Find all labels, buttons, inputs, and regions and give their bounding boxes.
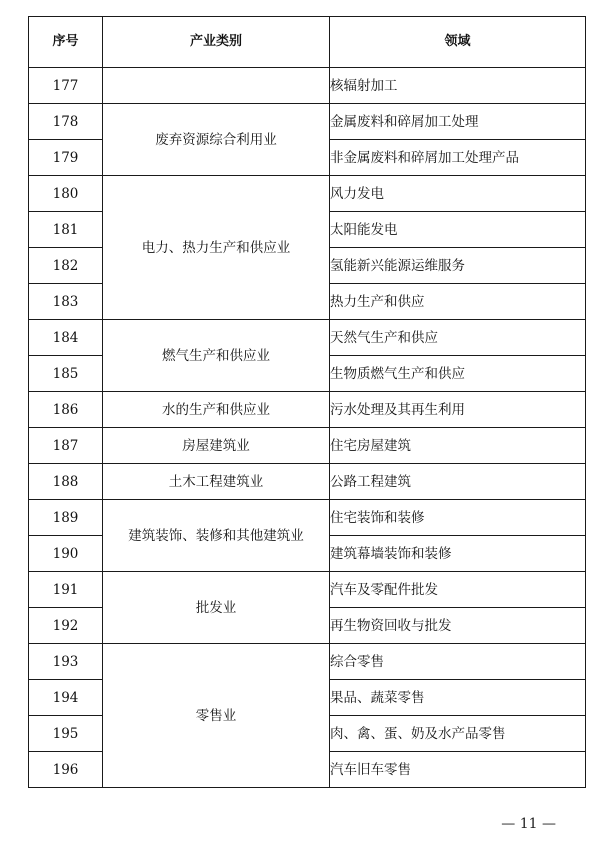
category-cell: 电力、热力生产和供应业: [103, 176, 330, 320]
field-cell: 建筑幕墙装饰和装修: [330, 536, 586, 572]
category-cell: 燃气生产和供应业: [103, 320, 330, 392]
seq-cell: 189: [29, 500, 103, 536]
seq-cell: 194: [29, 680, 103, 716]
seq-cell: 192: [29, 608, 103, 644]
field-cell: 污水处理及其再生利用: [330, 392, 586, 428]
page-number: — 11 —: [501, 816, 556, 832]
seq-cell: 186: [29, 392, 103, 428]
seq-cell: 190: [29, 536, 103, 572]
seq-cell: 187: [29, 428, 103, 464]
field-cell: 再生物资回收与批发: [330, 608, 586, 644]
field-cell: 热力生产和供应: [330, 284, 586, 320]
seq-cell: 181: [29, 212, 103, 248]
field-cell: 生物质燃气生产和供应: [330, 356, 586, 392]
seq-cell: 178: [29, 104, 103, 140]
seq-cell: 193: [29, 644, 103, 680]
seq-cell: 185: [29, 356, 103, 392]
field-cell: 住宅装饰和装修: [330, 500, 586, 536]
seq-cell: 182: [29, 248, 103, 284]
field-cell: 果品、蔬菜零售: [330, 680, 586, 716]
category-cell: 零售业: [103, 644, 330, 788]
field-cell: 核辐射加工: [330, 68, 586, 104]
table-row: [29, 104, 586, 140]
field-cell: 综合零售: [330, 644, 586, 680]
field-cell: 公路工程建筑: [330, 464, 586, 500]
seq-cell: 196: [29, 752, 103, 788]
field-cell: 太阳能发电: [330, 212, 586, 248]
seq-cell: 179: [29, 140, 103, 176]
header-seq: 序号: [29, 17, 103, 68]
table-row: [29, 320, 586, 356]
table-header-row: [29, 17, 586, 68]
table-row: [29, 428, 586, 464]
table-row: [29, 392, 586, 428]
field-cell: 汽车及零配件批发: [330, 572, 586, 608]
table-body: [29, 68, 586, 788]
category-cell: 批发业: [103, 572, 330, 644]
field-cell: 金属废料和碎屑加工处理: [330, 104, 586, 140]
table-row: [29, 572, 586, 608]
field-cell: 肉、禽、蛋、奶及水产品零售: [330, 716, 586, 752]
field-cell: 汽车旧车零售: [330, 752, 586, 788]
header-field: 领域: [330, 17, 586, 68]
seq-cell: 184: [29, 320, 103, 356]
field-cell: 住宅房屋建筑: [330, 428, 586, 464]
table-row: [29, 500, 586, 536]
seq-cell: 188: [29, 464, 103, 500]
seq-cell: 191: [29, 572, 103, 608]
seq-cell: 180: [29, 176, 103, 212]
table-row: [29, 464, 586, 500]
field-cell: 非金属废料和碎屑加工处理产品: [330, 140, 586, 176]
category-cell: 建筑装饰、装修和其他建筑业: [103, 500, 330, 572]
table-row: [29, 644, 586, 680]
category-cell: 房屋建筑业: [103, 428, 330, 464]
field-cell: 氢能新兴能源运维服务: [330, 248, 586, 284]
category-cell: [103, 68, 330, 104]
header-category: 产业类别: [103, 17, 330, 68]
field-cell: 风力发电: [330, 176, 586, 212]
seq-cell: 183: [29, 284, 103, 320]
table-row: [29, 176, 586, 212]
seq-cell: 195: [29, 716, 103, 752]
category-cell: 水的生产和供应业: [103, 392, 330, 428]
industry-table: [28, 16, 586, 788]
table-row: [29, 68, 586, 104]
category-cell: 土木工程建筑业: [103, 464, 330, 500]
category-cell: 废弃资源综合利用业: [103, 104, 330, 176]
seq-cell: 177: [29, 68, 103, 104]
field-cell: 天然气生产和供应: [330, 320, 586, 356]
